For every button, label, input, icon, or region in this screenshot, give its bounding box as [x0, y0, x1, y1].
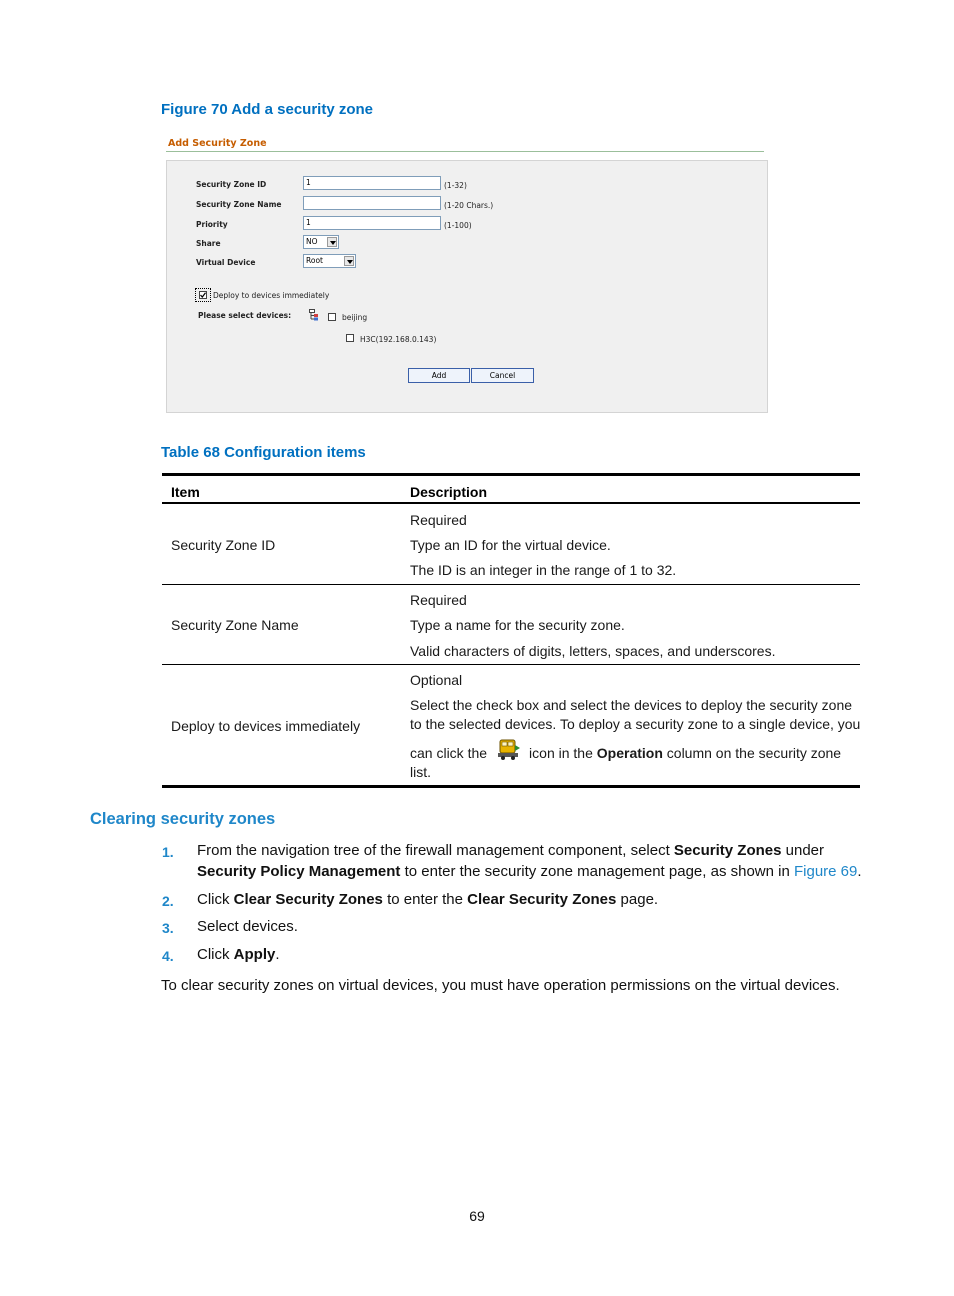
- chevron-down-icon: [327, 237, 337, 247]
- deploy-checkbox[interactable]: [199, 291, 207, 299]
- table-cell-desc-line: The ID is an integer in the range of 1 to 32.: [410, 562, 677, 578]
- deploy-device-icon: [497, 737, 521, 761]
- step-text: Select devices.: [197, 918, 298, 935]
- table-header-rule: [162, 502, 860, 504]
- ui-term: Security Policy Management: [197, 863, 401, 880]
- desc-text: icon in the: [529, 745, 593, 761]
- form-title: Add Security Zone: [168, 138, 267, 149]
- table-cell-item: Security Zone ID: [171, 537, 276, 553]
- priority-label: Priority: [196, 220, 228, 229]
- step-text-part: page.: [620, 891, 659, 908]
- desc-text: column on the security zone: [666, 745, 842, 761]
- ui-term: Apply: [233, 946, 276, 963]
- step-text-part: to enter the: [387, 891, 463, 908]
- device-label-h3c: H3C(192.168.0.143): [360, 335, 437, 344]
- device-checkbox-h3c[interactable]: [346, 334, 354, 342]
- zone-name-input[interactable]: [303, 196, 441, 210]
- device-checkbox-beijing[interactable]: [328, 313, 336, 321]
- device-tree-icon[interactable]: [309, 309, 320, 321]
- form-title-rule: [166, 151, 764, 152]
- table-cell-desc-line: Type a name for the security zone.: [410, 617, 625, 633]
- section-heading: Clearing security zones: [90, 810, 276, 828]
- step-text-part: to enter the security zone management page, as shown in: [404, 863, 790, 880]
- priority-input[interactable]: 1: [303, 216, 441, 230]
- share-label: Share: [196, 239, 221, 248]
- table-cell-desc-line: Optional: [410, 672, 463, 688]
- zone-id-hint: (1-32): [444, 181, 467, 190]
- table-cell-item: Deploy to devices immediately: [171, 718, 361, 734]
- figure-link[interactable]: Figure 69: [793, 863, 858, 880]
- table-header-description: Description: [410, 484, 488, 500]
- step-text: [197, 946, 280, 963]
- step-text-part: under: [785, 842, 825, 859]
- table-cell-desc-line: Select the check box and select the devices to deploy the security zone: [410, 697, 853, 713]
- table-cell-desc-line: Type an ID for the virtual device.: [410, 537, 611, 553]
- ui-term: Clear Security Zones: [233, 891, 383, 908]
- virtual-device-value: Root: [306, 256, 323, 265]
- table-header-item: Item: [171, 484, 200, 500]
- zone-name-label: Security Zone Name: [196, 200, 282, 209]
- table-bottom-rule: [162, 785, 860, 788]
- priority-hint: (1-100): [444, 221, 472, 230]
- cancel-button[interactable]: Cancel: [471, 368, 534, 383]
- step-text: [197, 891, 658, 908]
- step-text: [197, 863, 862, 880]
- desc-text: can click the: [410, 745, 488, 761]
- step-text-part: .: [275, 946, 280, 963]
- step-text-part: Click: [197, 891, 230, 908]
- step-number: 4.: [162, 948, 174, 964]
- section-note: To clear security zones on virtual devices, you must have operation permissions on the virtual devices.: [161, 977, 840, 994]
- deploy-label: Deploy to devices immediately: [213, 291, 330, 300]
- table-top-rule: [162, 473, 860, 476]
- share-value: NO: [306, 237, 318, 246]
- checkmark-icon: [200, 292, 206, 298]
- chevron-down-icon: [344, 256, 354, 266]
- table-cell-item: Security Zone Name: [171, 617, 299, 633]
- step-text-part: From the navigation tree of the firewall management component, select: [197, 842, 670, 859]
- table-row-rule: [162, 584, 860, 585]
- virtual-device-label: Virtual Device: [196, 258, 256, 267]
- zone-id-label: Security Zone ID: [196, 180, 267, 189]
- zone-name-hint: (1-20 Chars.): [444, 201, 494, 210]
- step-text-part: .: [857, 863, 862, 880]
- table-cell-desc-line: Required: [410, 592, 467, 608]
- step-number: 2.: [162, 893, 174, 909]
- ui-term: Clear Security Zones: [467, 891, 617, 908]
- share-select[interactable]: [303, 235, 339, 249]
- table-cell-desc-line: [410, 745, 841, 761]
- select-devices-label: Please select devices:: [198, 311, 292, 320]
- table-row-rule: [162, 664, 860, 665]
- step-number: 1.: [162, 844, 174, 860]
- table-cell-desc-line: list.: [410, 764, 431, 780]
- step-text: [197, 842, 824, 859]
- table-cell-desc-line: to the selected devices. To deploy a security zone to a single device, you: [410, 716, 861, 732]
- table-cell-desc-line: Valid characters of digits, letters, spaces, and underscores.: [410, 643, 776, 659]
- step-number: 3.: [162, 920, 174, 936]
- figure-caption: Figure 70 Add a security zone: [161, 101, 373, 118]
- device-label-beijing: beijing: [342, 313, 368, 322]
- step-text-part: Click: [197, 946, 230, 963]
- table-caption: Table 68 Configuration items: [161, 444, 366, 461]
- table-cell-desc-line: Required: [410, 512, 467, 528]
- add-button[interactable]: Add: [408, 368, 470, 383]
- operation-term: Operation: [596, 745, 663, 761]
- ui-term: Security Zones: [673, 842, 782, 859]
- page-number: 69: [469, 1208, 485, 1224]
- virtual-device-select[interactable]: [303, 254, 356, 268]
- zone-id-input[interactable]: 1: [303, 176, 441, 190]
